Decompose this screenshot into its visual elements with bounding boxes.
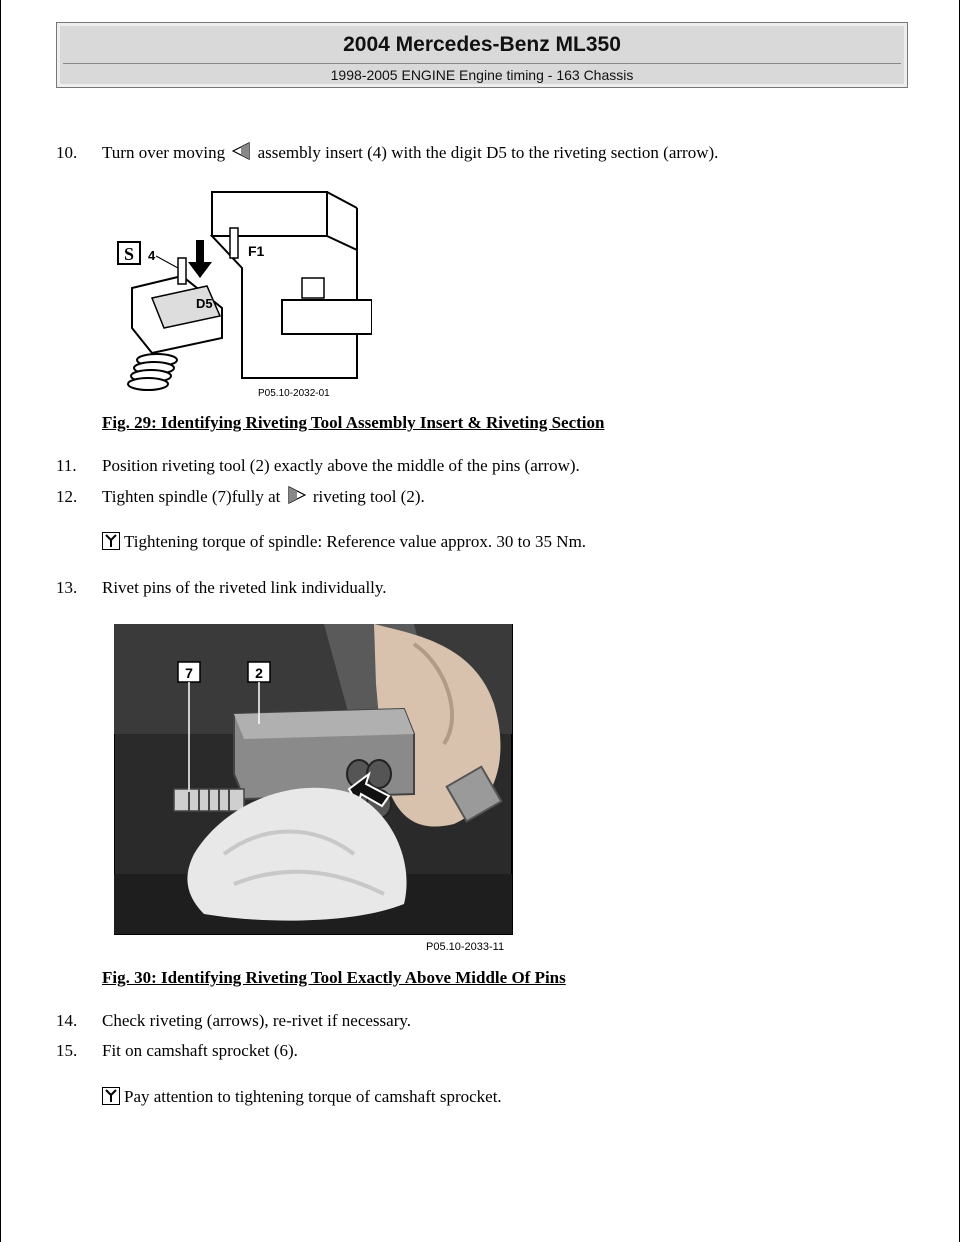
figure-code: P05.10-2032-01 <box>258 388 330 399</box>
step-text: Position riveting tool (2) exactly above the middle of the pins (arrow). <box>102 456 580 475</box>
step-number: 11. <box>56 456 77 475</box>
step-10 <box>56 142 718 163</box>
section-subtitle: 1998-2005 ENGINE Engine timing - 163 Chassis <box>330 67 634 83</box>
step-text-after: assembly insert (4) with the digit D5 to the riveting section (arrow). <box>257 143 719 162</box>
moving-part-icon <box>288 486 306 504</box>
step-11 <box>56 456 580 476</box>
step-14 <box>56 1011 411 1031</box>
torque-note-text: Tightening torque of spindle: Reference value approx. 30 to 35 Nm. <box>124 532 587 551</box>
sprocket-note <box>102 1087 502 1107</box>
step-text: Check riveting (arrows), re-rivet if necessary. <box>102 1011 412 1030</box>
header-divider <box>63 63 901 64</box>
step-number: 12. <box>56 487 78 506</box>
wrench-spec-icon <box>102 532 120 550</box>
wrench-spec-icon <box>102 1087 120 1105</box>
digit-label: D5 <box>196 296 213 311</box>
step-15 <box>56 1041 298 1061</box>
figure-30-photo <box>114 624 532 956</box>
torque-note <box>102 532 586 552</box>
figure-29-caption[interactable]: Fig. 29: Identifying Riveting Tool Assembly Insert & Riveting Section <box>102 413 605 432</box>
figure-30-caption[interactable]: Fig. 30: Identifying Riveting Tool Exactly Above Middle Of Pins <box>102 968 566 987</box>
face-label: F1 <box>248 243 265 259</box>
step-13 <box>56 578 387 598</box>
document-header <box>56 22 908 88</box>
step-text-before: Tighten spindle (7)fully at <box>102 487 281 506</box>
step-text-after: riveting tool (2). <box>312 487 425 506</box>
callout-2: 2 <box>255 665 263 681</box>
step-number: 10. <box>56 143 78 162</box>
tool-symbol-label: S <box>123 244 135 264</box>
moving-part-icon <box>232 142 250 160</box>
step-text: Rivet pins of the riveted link individually. <box>102 578 387 597</box>
callout-7: 7 <box>185 665 193 681</box>
figure-29-illustration <box>112 188 372 400</box>
step-number: 14. <box>56 1011 78 1030</box>
step-text: Fit on camshaft sprocket (6). <box>102 1041 298 1060</box>
step-12 <box>56 486 425 507</box>
step-number: 13. <box>56 578 78 597</box>
sprocket-note-text: Pay attention to tightening torque of camshaft sprocket. <box>124 1087 502 1106</box>
callout-4: 4 <box>148 248 156 263</box>
figure-code: P05.10-2033-11 <box>426 941 505 953</box>
step-number: 15. <box>56 1041 78 1060</box>
vehicle-title: 2004 Mercedes-Benz ML350 <box>343 33 621 56</box>
step-text-before: Turn over moving <box>102 143 226 162</box>
